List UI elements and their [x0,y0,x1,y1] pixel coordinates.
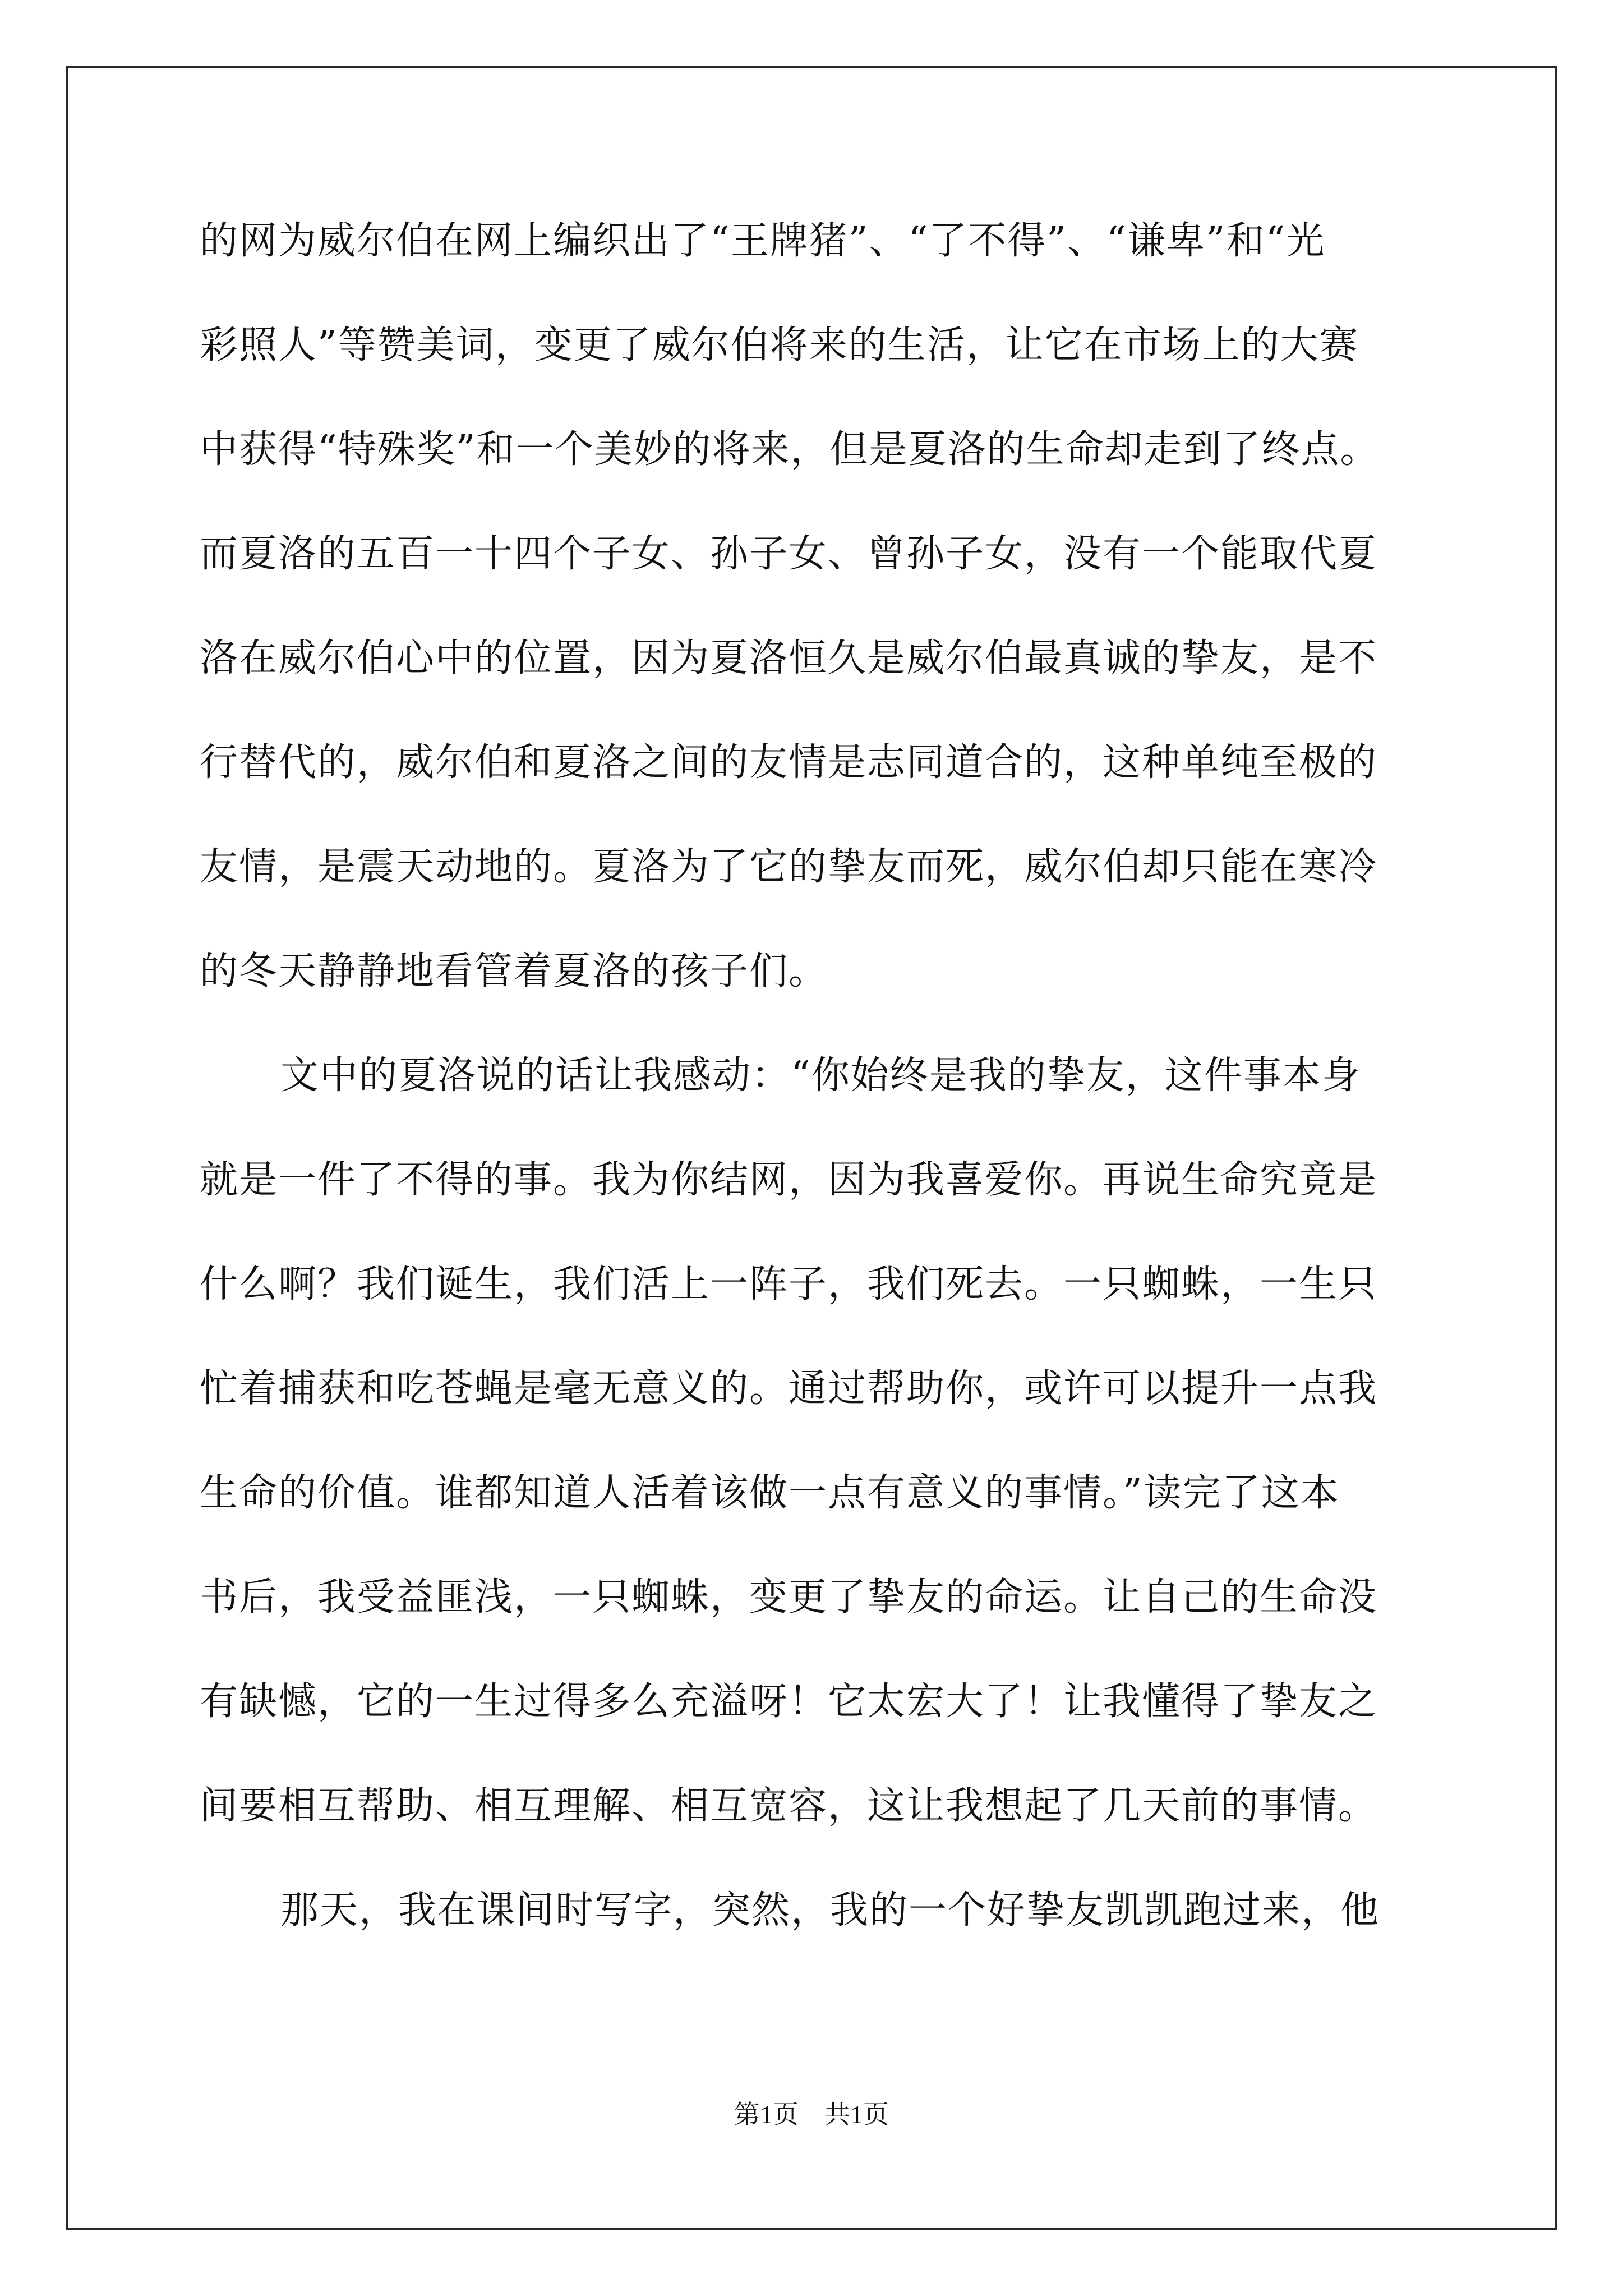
text-line: 的网为威尔伯在网上编织出了“王牌猪”、“了不得”、“谦卑”和“光 [200,219,1326,263]
text-line: 友情，是震天动地的。夏洛为了它的挚友而死，威尔伯却只能在寒冷 [200,845,1378,889]
text-line: 中获得“特殊奖”和一个美妙的将来，但是夏洛的生命却走到了终点。 [200,427,1380,472]
text-line: 的冬天静静地看管着夏洛的孩子们。 [200,949,828,993]
page-total: 共1页 [824,2100,889,2129]
text-line: 彩照人”等赞美词，变更了威尔伯将来的生活，让它在市场上的大赛 [200,323,1359,367]
text-line: 什么啊？我们诞生，我们活上一阵子，我们死去。一只蜘蛛，一生只 [200,1262,1378,1306]
page-footer [0,2098,1623,2132]
text-line: 有缺憾，它的一生过得多么充溢呀！它太宏大了！让我懂得了挚友之 [200,1680,1378,1724]
text-line: 而夏洛的五百一十四个子女、孙子女、曾孙子女，没有一个能取代夏 [200,532,1378,576]
text-line: 生命的价值。谁都知道人活着该做一点有意义的事情。”读完了这本 [200,1471,1340,1515]
paragraph-start-line: 那天，我在课间时写字，突然，我的一个好挚友凯凯跑过来，他 [280,1888,1380,1932]
text-line: 行替代的，威尔伯和夏洛之间的友情是志同道合的，这种单纯至极的 [200,740,1378,785]
text-line: 书后，我受益匪浅，一只蜘蛛，变更了挚友的命运。让自己的生命没 [200,1575,1378,1619]
text-line: 忙着捕获和吃苍蝇是毫无意义的。通过帮助你，或许可以提升一点我 [200,1366,1378,1411]
page-number: 第1页 [734,2100,799,2129]
text-line: 洛在威尔伯心中的位置，因为夏洛恒久是威尔伯最真诚的挚友，是不 [200,636,1378,680]
paragraph-start-line: 文中的夏洛说的话让我感动：“你始终是我的挚友，这件事本身 [280,1053,1361,1098]
text-line: 间要相互帮助、相互理解、相互宽容，这让我想起了几天前的事情。 [200,1784,1378,1828]
text-line: 就是一件了不得的事。我为你结网，因为我喜爱你。再说生命究竟是 [200,1158,1378,1202]
